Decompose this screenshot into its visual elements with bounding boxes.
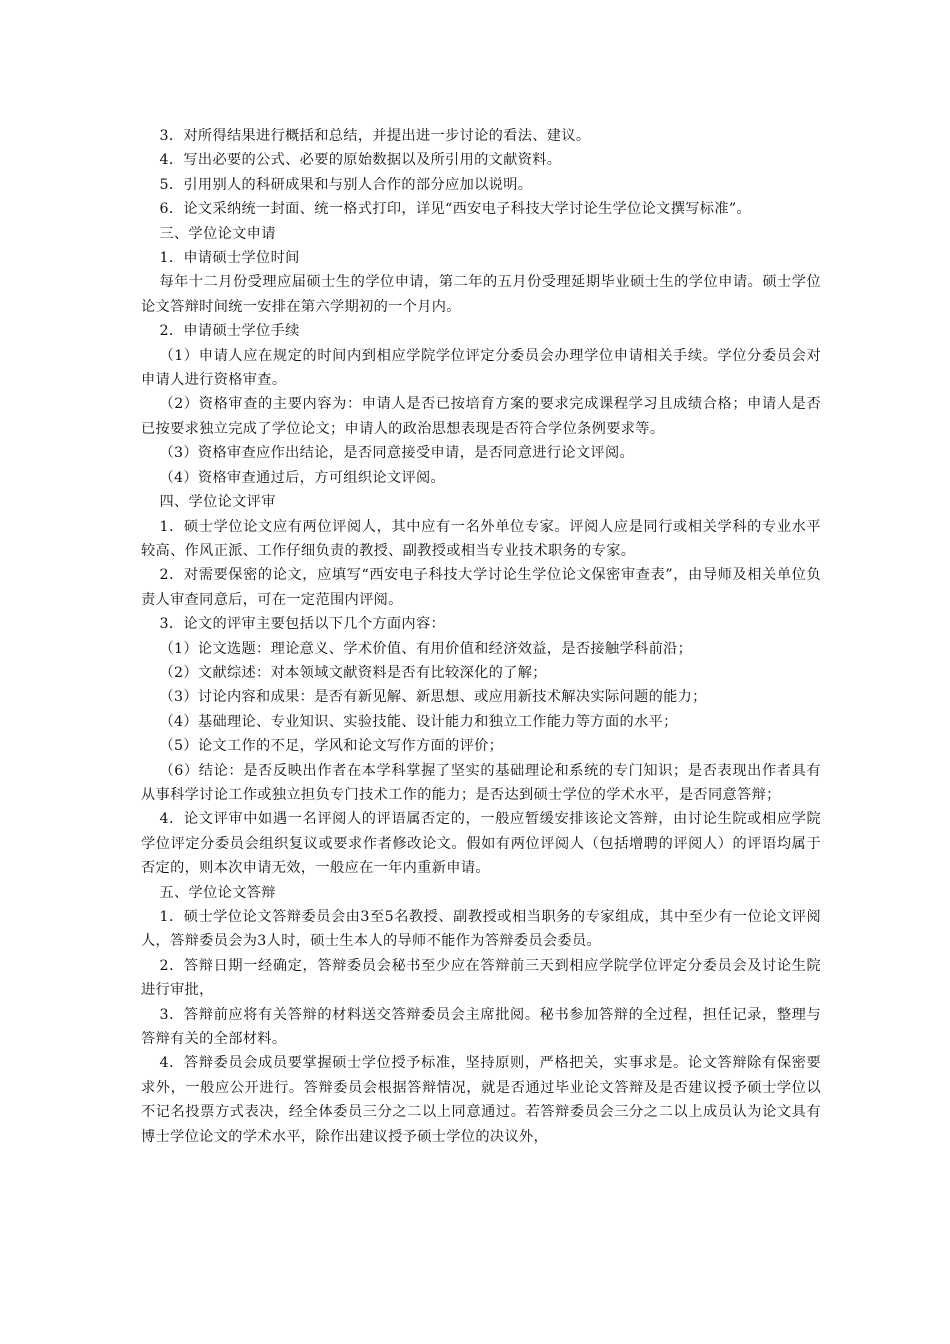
list-item: 2．对需要保密的论文，应填写“西安电子科技大学讨论生学位论文保密审查表”，由导师及相关单位负责人审查同意后，可在一定范围内评阅。	[141, 567, 821, 608]
list-item: （1）论文选题：理论意义、学术价值、有用价值和经济效益，是否接触学科前沿；	[159, 640, 693, 657]
list-item: （3）讨论内容和成果：是否有新见解、新思想、或应用新技术解决实际问题的能力；	[159, 689, 707, 706]
list-item: 2．答辩日期一经确定，答辩委员会秘书至少应在答辩前三天到相应学院学位评定分委员会及讨论生院进行审批，	[141, 957, 821, 999]
section-heading: 四、学位论文评审	[159, 494, 276, 511]
list-item: 6．论文采纳统一封面、统一格式打印，详见“西安电子科技大学讨论生学位论文撰写标准”。	[159, 201, 752, 218]
section-heading: 五、学位论文答辩	[159, 884, 276, 901]
list-item: 4．论文评审中如遇一名评阅人的评语属否定的，一般应暂缓安排该论文答辩，由讨论生院或相应学院学位评定分委员会组织复议或要求作者修改论文。假如有两位评阅人（包括增聘的评阅人）的评语均属于否定的，则本次申请无效，一般应在一年内重新申请。	[141, 811, 821, 877]
document-body	[141, 124, 821, 1149]
list-item: 1．硕士学位论文答辩委员会由3至5名教授、副教授或相当职务的专家组成，其中至少有一位论文评阅人，答辩委员会为3人时，硕士生本人的导师不能作为答辩委员会委员。	[141, 909, 821, 950]
list-item: （4）基础理论、专业知识、实验技能、设计能力和独立工作能力等方面的水平；	[159, 713, 678, 730]
list-item: 4．答辩委员会成员要掌握硕士学位授予标准，坚持原则，严格把关，实事求是。论文答辩除有保密要求外，一般应公开进行。答辩委员会根据答辩情况，就是否通过毕业论文答辩及是否建议授予硕士学位以不记名投票方式表决，经全体委员三分之二以上同意通过。若答辩委员会三分之二以上成员认为论文具有博士学位论文的学术水平，除作出建议授予硕士学位的决议外，	[141, 1055, 821, 1145]
list-item: 4．写出必要的公式、必要的原始数据以及所引用的文献资料。	[159, 152, 562, 169]
list-item: 3．论文的评审主要包括以下几个方面内容：	[159, 616, 446, 633]
list-item: 1．硕士学位论文应有两位评阅人，其中应有一名外单位专家。评阅人应是同行或相关学科的专业水平较高、作风正派、工作仔细负责的教授、副教授或相当专业技术职务的专家。	[141, 518, 821, 559]
list-item: （2）文献综述：对本领域文献资料是否有比较深化的了解；	[159, 664, 547, 681]
list-item: （1）申请人应在规定的时间内到相应学院学位评定分委员会办理学位申请相关手续。学位分委员会对申请人进行资格审查。	[141, 347, 821, 389]
list-item: （3）资格审查应作出结论，是否同意接受申请，是否同意进行论文评阅。	[159, 445, 635, 462]
list-item: （4）资格审查通过后，方可组织论文评阅。	[159, 469, 446, 486]
list-item: 5．引用别人的科研成果和与别人合作的部分应加以说明。	[159, 176, 533, 193]
list-item: 3．对所得结果进行概括和总结，并提出进一步讨论的看法、建议。	[159, 128, 591, 144]
list-item: （5）论文工作的不足，学风和论文写作方面的评价；	[159, 738, 504, 755]
list-item: 3．答辩前应将有关答辩的材料送交答辩委员会主席批阅。秘书参加答辩的全过程，担任记录，整理与答辩有关的全部材料。	[141, 1006, 821, 1048]
subsection-heading: 1．申请硕士学位时间	[159, 250, 300, 267]
list-item: （2）资格审查的主要内容为：申请人是否已按培育方案的要求完成课程学习且成绩合格；申请人是否已按要求独立完成了学位论文；申请人的政治思想表现是否符合学位条例要求等。	[141, 396, 821, 437]
subsection-heading: 2．申请硕士学位手续	[159, 323, 300, 340]
section-heading: 三、学位论文申请	[159, 225, 276, 242]
list-item: （6）结论：是否反映出作者在本学科掌握了坚实的基础理论和系统的专门知识；是否表现出作者具有从事科学讨论工作或独立担负专门技术工作的能力；是否达到硕士学位的学术水平，是否同意答辩；	[141, 762, 821, 803]
paragraph: 每年十二月份受理应届硕士生的学位申请，第二年的五月份受理延期毕业硕士生的学位申请。硕士学位论文答辩时间统一安排在第六学期初的一个月内。	[141, 274, 821, 315]
